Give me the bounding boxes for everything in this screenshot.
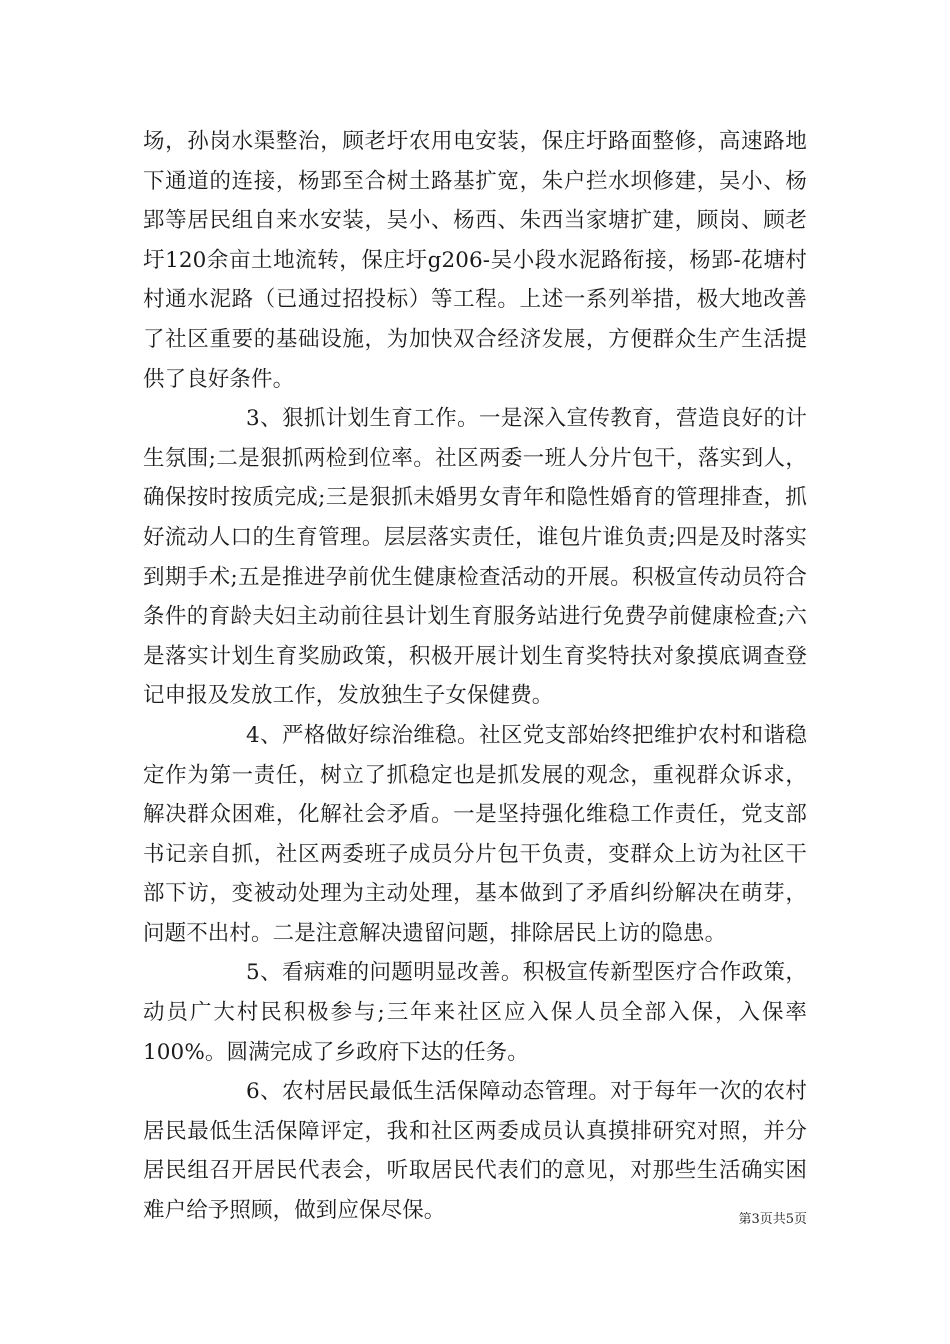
paragraph-family-planning: 3、狠抓计划生育工作。一是深入宣传教育，营造良好的计生氛围;二是狠抓两检到位率。社区两委一班人分片包干，落实到人，确保按时按质完成;三是狠抓未婚男女青年和隐性婚育的管理排查，抓好流动人口的生育管理。层层落实责任，谁包片谁负责;四是及时落实到期手术;五是推进孕前优生健康检查活动的开展。积极宣传动员符合条件的育龄夫妇主动前往县计划生育服务站进行免费孕前健康检查;六是落实计划生育奖励政策，积极开展计划生育奖特扶对象摸底调查登记申报及发放工作，发放独生子女保健费。 xyxy=(143,406,807,709)
document-body xyxy=(143,122,807,1231)
paragraph-infrastructure: 场，孙岗水渠整治，顾老圩农用电安装，保庄圩路面整修，高速路地下通道的连接，杨郢至合树土路基扩宽，朱户拦水坝修建，吴小、杨郢等居民组自来水安装，吴小、杨西、朱西当家塘扩建，顾岗、顾老圩120余亩土地流转，保庄圩g206-吴小段水泥路衔接，杨郢-花塘村村通水泥路（已通过招投标）等工程。上述一系列举措，极大地改善了社区重要的基础设施，为加快双合经济发展，方便群众生产生活提供了良好条件。 xyxy=(143,129,807,392)
page-number-footer: 第3页共5页 xyxy=(738,1212,807,1227)
paragraph-stability: 4、严格做好综治维稳。社区党支部始终把维护农村和谐稳定作为第一责任，树立了抓稳定也是抓发展的观念，重视群众诉求，解决群众困难，化解社会矛盾。一是坚持强化维稳工作责任，党支部书记亲自抓，社区两委班子成员分片包干负责，变群众上访为社区干部下访，变被动处理为主动处理，基本做到了矛盾纠纷解决在萌芽，问题不出村。二是注意解决遗留问题，排除居民上访的隐患。 xyxy=(143,722,807,946)
paragraph-minimum-living: 6、农村居民最低生活保障动态管理。对于每年一次的农村居民最低生活保障评定，我和社区两委成员认真摸排研究对照，并分居民组召开居民代表会，听取居民代表们的意见，对那些生活确实困难户给予照顾，做到应保尽保。 xyxy=(143,1079,807,1224)
paragraph-medical: 5、看病难的问题明显改善。积极宣传新型医疗合作政策，动员广大村民积极参与;三年来社区应入保人员全部入保，入保率100%。圆满完成了乡政府下达的任务。 xyxy=(143,960,807,1065)
